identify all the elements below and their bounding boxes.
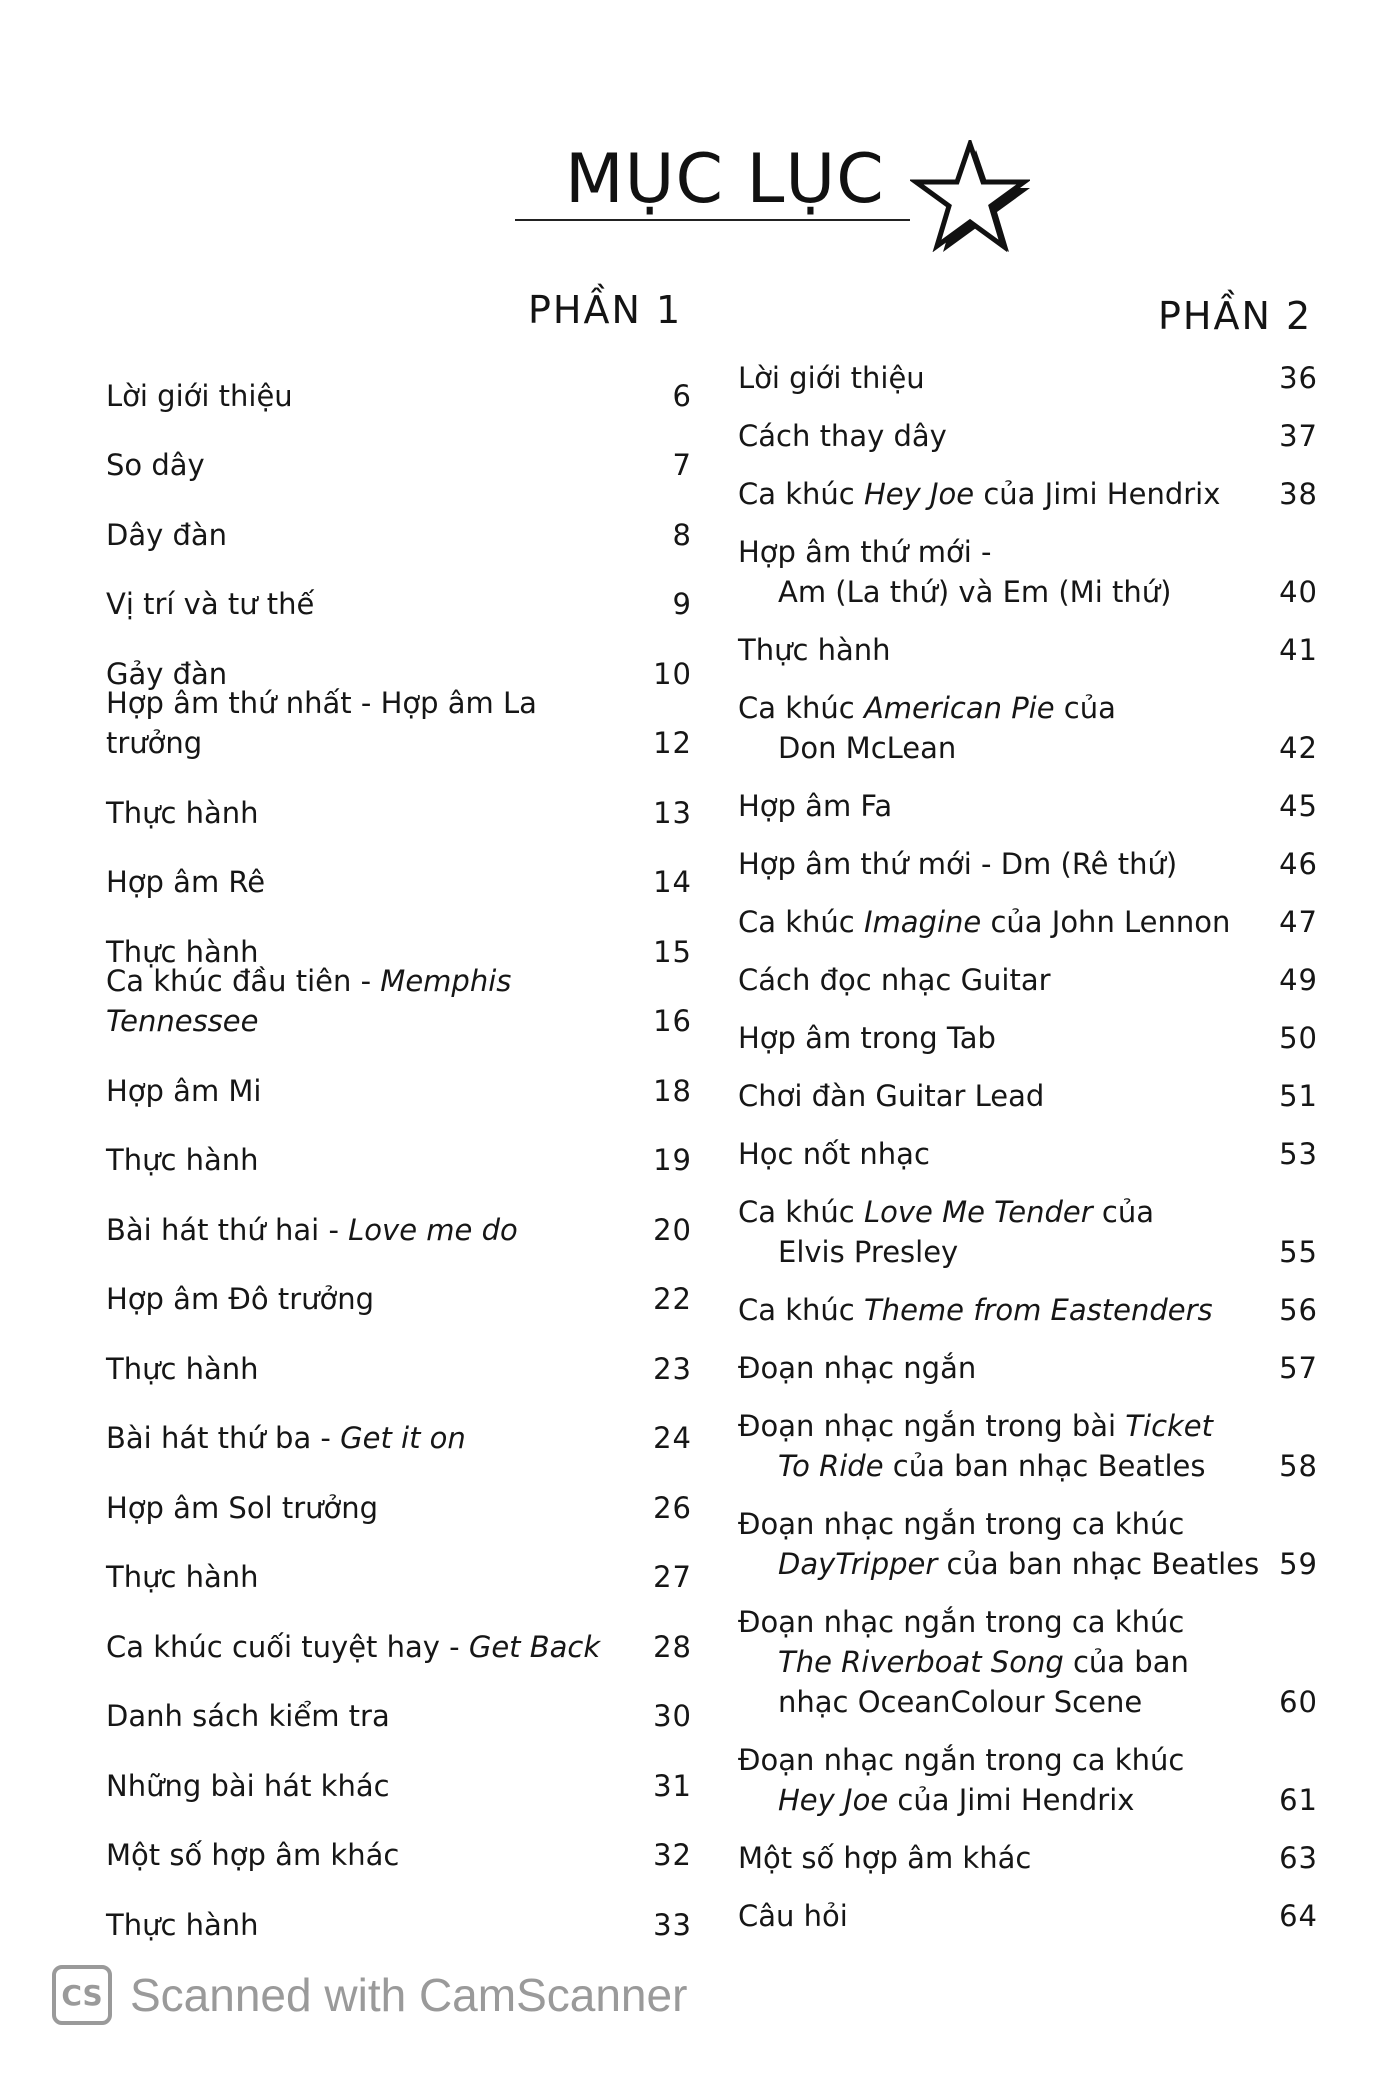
- toc-entry: [738, 358, 1318, 398]
- toc-entry-title-italic: Ticket: [1125, 1409, 1214, 1443]
- toc-entry-title: [738, 532, 1274, 612]
- toc-entry: [106, 686, 692, 776]
- toc-entry-title-text: Đoạn nhạc ngắn trong ca khúc: [738, 1507, 1185, 1541]
- toc-entry-title: [738, 1406, 1274, 1486]
- toc-entry: [106, 964, 692, 1054]
- toc-entry-page: 20: [653, 1212, 692, 1247]
- toc-entry-page: 40: [1279, 575, 1318, 609]
- toc-entry-title-text: Đoạn nhạc ngắn trong bài: [738, 1409, 1126, 1443]
- toc-entry-title-line: [738, 1232, 1262, 1272]
- toc-entry: [106, 1540, 692, 1610]
- toc-entry-title-line: [738, 630, 1262, 670]
- toc-entry-title-italic: The Riverboat Song: [778, 1645, 1064, 1679]
- toc-entry-title-line: [738, 358, 1262, 398]
- toc-entry-title-text: Hợp âm thứ mới - Dm (Rê thứ): [738, 847, 1178, 881]
- toc-entry: [738, 1504, 1318, 1584]
- toc-entry-title-text: Những bài hát khác: [106, 1768, 390, 1803]
- toc-entry-title-line: [738, 1406, 1262, 1446]
- toc-entry-title-line: [738, 728, 1262, 768]
- toc-entry-title-italic: Get it on: [340, 1421, 466, 1455]
- toc-entry: [106, 358, 692, 428]
- toc-entry: [738, 630, 1318, 670]
- toc-entry: [738, 532, 1318, 612]
- toc-entry-title-text: Đoạn nhạc ngắn trong ca khúc: [738, 1605, 1185, 1639]
- toc-entry-title-line: [738, 532, 1262, 572]
- toc-entry-title-text: Thực hành: [106, 1143, 259, 1177]
- toc-entry: [738, 416, 1318, 456]
- toc-entry: [738, 1602, 1318, 1722]
- toc-entry: [738, 1192, 1318, 1272]
- toc-entry-title-line: [738, 1602, 1262, 1642]
- toc-entry-title: [106, 683, 648, 775]
- toc-entry-title-text: Hợp âm thứ mới -: [738, 535, 992, 569]
- toc-entry-title: [738, 902, 1274, 942]
- toc-entry-title-text: Thực hành: [106, 934, 259, 969]
- toc-entry-title: [106, 1071, 648, 1123]
- toc-entry-page: 38: [1279, 477, 1318, 511]
- toc-entry: [106, 1401, 692, 1471]
- toc-entry: [106, 1679, 692, 1749]
- toc-entry: [106, 1053, 692, 1123]
- toc-entry-page: 60: [1279, 1685, 1318, 1719]
- toc-entry-title-italic: Imagine: [863, 905, 982, 939]
- toc-entry-title: [106, 862, 648, 914]
- toc-entry-page: 51: [1279, 1079, 1318, 1113]
- toc-entry-title-text: Ca khúc: [738, 1293, 864, 1327]
- toc-entry-title-text: Thực hành: [106, 1907, 259, 1942]
- toc-entry-title-text: Bài hát thứ ba -: [106, 1421, 341, 1455]
- toc-entry-title-italic: Love me do: [348, 1212, 518, 1247]
- toc-entry-title-text: Hợp âm Mi: [106, 1073, 262, 1108]
- toc-entry-title-line: [738, 1544, 1262, 1584]
- toc-entry-title-text: Câu hỏi: [738, 1899, 848, 1933]
- toc-entry-title-line: [738, 1348, 1262, 1388]
- toc-entry-title-line: [738, 1134, 1262, 1174]
- toc-entry-title-italic: Hey Joe: [863, 477, 975, 511]
- toc-entry-page: 12: [653, 726, 692, 760]
- toc-entry-title-text: Hợp âm trong Tab: [738, 1021, 996, 1055]
- toc-entry-title: [106, 1418, 648, 1470]
- toc-entry-title: [106, 1349, 648, 1401]
- toc-entry-title: [738, 786, 1274, 826]
- toc-entry-title-line: [738, 1192, 1262, 1232]
- toc-entry-title-line: [738, 1504, 1262, 1544]
- toc-entry: [106, 567, 692, 637]
- toc-entry-title: [106, 584, 648, 636]
- part-1-toc-list: [106, 358, 692, 1957]
- toc-entry-title-text: nhạc OceanColour Scene: [778, 1685, 1143, 1719]
- title-block: [515, 140, 1015, 260]
- toc-entry-page: 36: [1279, 361, 1318, 395]
- toc-entry: [738, 1740, 1318, 1820]
- toc-entry: [738, 1838, 1318, 1878]
- toc-entry-title-line: [738, 1740, 1262, 1780]
- toc-entry-page: 10: [653, 656, 692, 691]
- toc-entry-title-italic: American Pie: [863, 691, 1055, 725]
- toc-entry-title-line: [738, 1838, 1262, 1878]
- toc-entry-title-text: Ca khúc: [738, 905, 864, 939]
- watermark-text: Scanned with CamScanner: [130, 1969, 688, 2021]
- toc-entry-title-text: Bài hát thứ hai -: [106, 1212, 349, 1247]
- title-underline: [515, 219, 910, 221]
- toc-entry-title-text: Đoạn nhạc ngắn trong ca khúc: [738, 1743, 1185, 1777]
- toc-entry-title: [738, 416, 1274, 456]
- toc-entry-title: [106, 445, 648, 497]
- toc-entry-title-text: Vị trí và tư thế: [106, 587, 315, 621]
- toc-entry-title-line: [738, 1076, 1262, 1116]
- toc-entry-title-line: [738, 1642, 1262, 1682]
- toc-entry-page: 49: [1279, 963, 1318, 997]
- toc-entry-title-line: [738, 474, 1262, 514]
- toc-entry-title: [106, 1627, 648, 1679]
- camscanner-logo-icon: CS: [52, 1965, 112, 2025]
- toc-entry-title-text: Hợp âm Fa: [738, 789, 893, 823]
- toc-entry-title-text: của ban nhạc Beatles: [937, 1547, 1260, 1581]
- toc-entry-page: 45: [1279, 789, 1318, 823]
- toc-entry: [738, 1076, 1318, 1116]
- toc-entry-title-line: [738, 844, 1262, 884]
- toc-entry: [106, 497, 692, 567]
- toc-entry-page: 22: [653, 1282, 692, 1316]
- toc-entry-title-italic: Hey Joe: [778, 1783, 889, 1817]
- toc-entry-title: [106, 1766, 648, 1818]
- toc-entry-title-line: [738, 902, 1262, 942]
- toc-entry-title-line: [738, 572, 1262, 612]
- toc-entry-title-italic: Get Back: [468, 1629, 601, 1664]
- toc-entry-title: [106, 1557, 648, 1609]
- toc-entry-page: 7: [672, 448, 692, 482]
- toc-entry-title-text: của Jimi Hendrix: [888, 1783, 1135, 1817]
- toc-entry: [106, 428, 692, 498]
- toc-entry-title-text: Don McLean: [778, 731, 957, 765]
- toc-entry-title-text: Đoạn nhạc ngắn: [738, 1351, 977, 1385]
- toc-entry-title: [738, 630, 1274, 670]
- toc-entry-page: 50: [1279, 1021, 1318, 1055]
- toc-entry-title: [106, 1488, 648, 1540]
- toc-entry-title-text: Dây đàn: [106, 517, 228, 552]
- toc-entry-title-text: của: [1054, 691, 1116, 725]
- toc-entry-page: 59: [1279, 1547, 1318, 1581]
- toc-entry: [738, 1018, 1318, 1058]
- toc-entry-title-text: Cách đọc nhạc Guitar: [738, 963, 1051, 997]
- toc-entry-title-text: Hợp âm Rê: [106, 865, 266, 899]
- toc-entry-title-line: [738, 1446, 1262, 1486]
- toc-entry-title-text: Thực hành: [106, 795, 259, 830]
- toc-entry-page: 27: [653, 1560, 692, 1594]
- toc-entry-page: 13: [653, 795, 692, 830]
- toc-entry-title: [106, 961, 648, 1053]
- toc-entry-title: [738, 1896, 1274, 1936]
- toc-entry-title: [738, 358, 1274, 398]
- toc-entry: [106, 1748, 692, 1818]
- toc-entry-page: 16: [653, 1004, 692, 1038]
- toc-entry-page: 14: [653, 865, 692, 899]
- part-2-heading: PHẦN 2: [1158, 294, 1313, 338]
- toc-entry-title: [106, 793, 648, 845]
- toc-entry: [738, 1406, 1318, 1486]
- toc-entry: [106, 775, 692, 845]
- toc-entry-page: 26: [653, 1490, 692, 1525]
- toc-entry-title-text: Danh sách kiểm tra: [106, 1699, 390, 1733]
- toc-entry-title-italic: DayTripper: [778, 1547, 938, 1581]
- toc-entry-title: [106, 1140, 648, 1192]
- toc-entry: [738, 786, 1318, 826]
- toc-entry: [106, 1887, 692, 1957]
- toc-entry-title-text: Hợp âm Sol trưởng: [106, 1490, 379, 1525]
- toc-entry-page: 15: [653, 934, 692, 969]
- toc-entry-title-text: Thực hành: [106, 1560, 259, 1594]
- toc-entry-title-text: Am (La thứ) và Em (Mi thứ): [778, 575, 1172, 609]
- toc-entry-title-text: của: [1092, 1195, 1155, 1229]
- toc-entry: [738, 960, 1318, 1000]
- toc-entry-title-italic: Theme from Eastenders: [863, 1293, 1213, 1327]
- toc-entry-title-line: [738, 786, 1262, 826]
- toc-entry-title: [738, 688, 1274, 768]
- toc-entry-title-text: Lời giới thiệu: [106, 378, 293, 413]
- toc-entry-page: 8: [672, 517, 692, 552]
- toc-entry: [106, 1331, 692, 1401]
- toc-entry-title: [738, 1348, 1274, 1388]
- toc-entry: [106, 1123, 692, 1193]
- part-1-heading: PHẦN 1: [528, 288, 683, 332]
- toc-entry-title: [738, 1838, 1274, 1878]
- toc-entry-title: [106, 1279, 648, 1331]
- toc-entry-title-line: [738, 416, 1262, 456]
- toc-entry-title-text: Học nốt nhạc: [738, 1137, 930, 1171]
- toc-entry-page: 63: [1279, 1841, 1318, 1875]
- toc-entry: [738, 1896, 1318, 1936]
- toc-entry: [106, 1192, 692, 1262]
- toc-entry-page: 41: [1279, 633, 1318, 667]
- toc-entry-title: [106, 1696, 648, 1748]
- toc-entry-title-text: Cách thay dây: [738, 419, 947, 453]
- toc-entry-page: 33: [653, 1907, 692, 1942]
- toc-entry-title: [738, 1076, 1274, 1116]
- camscanner-watermark: [52, 1960, 687, 2030]
- toc-entry-page: 57: [1279, 1351, 1318, 1385]
- toc-entry-page: 64: [1279, 1899, 1318, 1933]
- toc-entry-title-line: [738, 1290, 1262, 1330]
- toc-entry-page: 30: [653, 1699, 692, 1733]
- toc-entry-title: [738, 1018, 1274, 1058]
- toc-entry: [106, 1470, 692, 1540]
- toc-entry-title-line: [738, 960, 1262, 1000]
- toc-entry-title-text: Chơi đàn Guitar Lead: [738, 1079, 1045, 1113]
- toc-entry-page: 28: [653, 1629, 692, 1664]
- part-2-toc-list: [738, 358, 1318, 1954]
- toc-entry-title: [738, 960, 1274, 1000]
- toc-entry-title-text: Hợp âm Đô trưởng: [106, 1282, 375, 1316]
- toc-entry: [738, 1134, 1318, 1174]
- toc-entry-title-line: [738, 688, 1262, 728]
- toc-entry-title: [106, 1210, 648, 1262]
- toc-entry-title: [106, 515, 648, 567]
- toc-entry-title: [106, 376, 648, 428]
- toc-entry-page: 56: [1279, 1293, 1318, 1327]
- toc-entry-title-text: Một số hợp âm khác: [106, 1838, 400, 1872]
- toc-entry-title: [738, 1192, 1274, 1272]
- star-icon: [910, 140, 1030, 252]
- toc-entry-page: 47: [1279, 905, 1318, 939]
- toc-entry-page: 23: [653, 1351, 692, 1386]
- toc-entry-title-line: [738, 1896, 1262, 1936]
- toc-entry-title-line: [738, 1682, 1262, 1722]
- toc-entry-page: 55: [1279, 1235, 1318, 1269]
- toc-entry-title: [738, 1602, 1274, 1722]
- toc-entry-title-text: Ca khúc: [738, 691, 864, 725]
- toc-entry-title-text: So dây: [106, 448, 205, 482]
- toc-entry: [106, 1609, 692, 1679]
- toc-entry-title-italic: To Ride: [778, 1449, 884, 1483]
- toc-entry-page: 42: [1279, 731, 1318, 765]
- toc-entry-title-text: của ban nhạc Beatles: [883, 1449, 1206, 1483]
- toc-entry-title-text: của Jimi Hendrix: [974, 477, 1221, 511]
- toc-entry-title: [106, 1905, 648, 1957]
- toc-entry-title-text: của ban: [1063, 1645, 1189, 1679]
- toc-entry-page: 61: [1279, 1783, 1318, 1817]
- toc-entry: [738, 1290, 1318, 1330]
- toc-entry-title-text: Hợp âm thứ nhất - Hợp âm La trưởng: [106, 686, 537, 760]
- toc-entry-title-text: Ca khúc: [738, 1195, 864, 1229]
- toc-entry-title: [738, 1740, 1274, 1820]
- toc-entry: [738, 1348, 1318, 1388]
- toc-entry-page: 46: [1279, 847, 1318, 881]
- toc-entry-title-italic: Love Me Tender: [863, 1195, 1093, 1229]
- page-title: MỤC LỤC: [565, 140, 885, 219]
- toc-entry-page: 58: [1279, 1449, 1318, 1483]
- toc-entry: [106, 1262, 692, 1332]
- toc-entry-title-text: Ca khúc cuối tuyệt hay -: [106, 1629, 469, 1664]
- toc-entry-page: 6: [672, 378, 692, 413]
- toc-entry-title-line: [738, 1780, 1262, 1820]
- toc-entry-title-text: Lời giới thiệu: [738, 361, 925, 395]
- toc-entry: [738, 688, 1318, 768]
- toc-entry-title-text: Ca khúc đầu tiên -: [106, 964, 381, 998]
- toc-entry: [738, 902, 1318, 942]
- toc-entry-page: 53: [1279, 1137, 1318, 1171]
- toc-entry: [106, 845, 692, 915]
- toc-entry-title-text: của John Lennon: [981, 905, 1231, 939]
- toc-entry-title-line: [738, 1018, 1262, 1058]
- toc-entry-title-text: Thực hành: [738, 633, 891, 667]
- toc-entry-title: [738, 844, 1274, 884]
- toc-entry-title: [106, 1835, 648, 1887]
- toc-entry-title-italic: Memphis Tennessee: [106, 964, 512, 1038]
- toc-entry-title: [738, 474, 1274, 514]
- toc-entry-title-text: Một số hợp âm khác: [738, 1841, 1032, 1875]
- toc-entry-page: 24: [653, 1421, 692, 1455]
- toc-entry-title: [738, 1134, 1274, 1174]
- toc-entry-title-text: Ca khúc: [738, 477, 864, 511]
- toc-entry-title-text: Thực hành: [106, 1351, 259, 1386]
- toc-entry-page: 32: [653, 1838, 692, 1872]
- toc-entry-page: 31: [653, 1768, 692, 1803]
- toc-entry-page: 37: [1279, 419, 1318, 453]
- toc-entry: [106, 1818, 692, 1888]
- toc-entry-page: 9: [672, 587, 692, 621]
- toc-entry: [738, 474, 1318, 514]
- toc-entry-title-text: Gảy đàn: [106, 656, 228, 691]
- toc-entry-title: [738, 1290, 1274, 1330]
- toc-entry-title: [738, 1504, 1274, 1584]
- toc-entry-title-text: Elvis Presley: [778, 1235, 959, 1269]
- toc-entry: [738, 844, 1318, 884]
- toc-entry-page: 19: [653, 1143, 692, 1177]
- toc-entry-page: 18: [653, 1073, 692, 1108]
